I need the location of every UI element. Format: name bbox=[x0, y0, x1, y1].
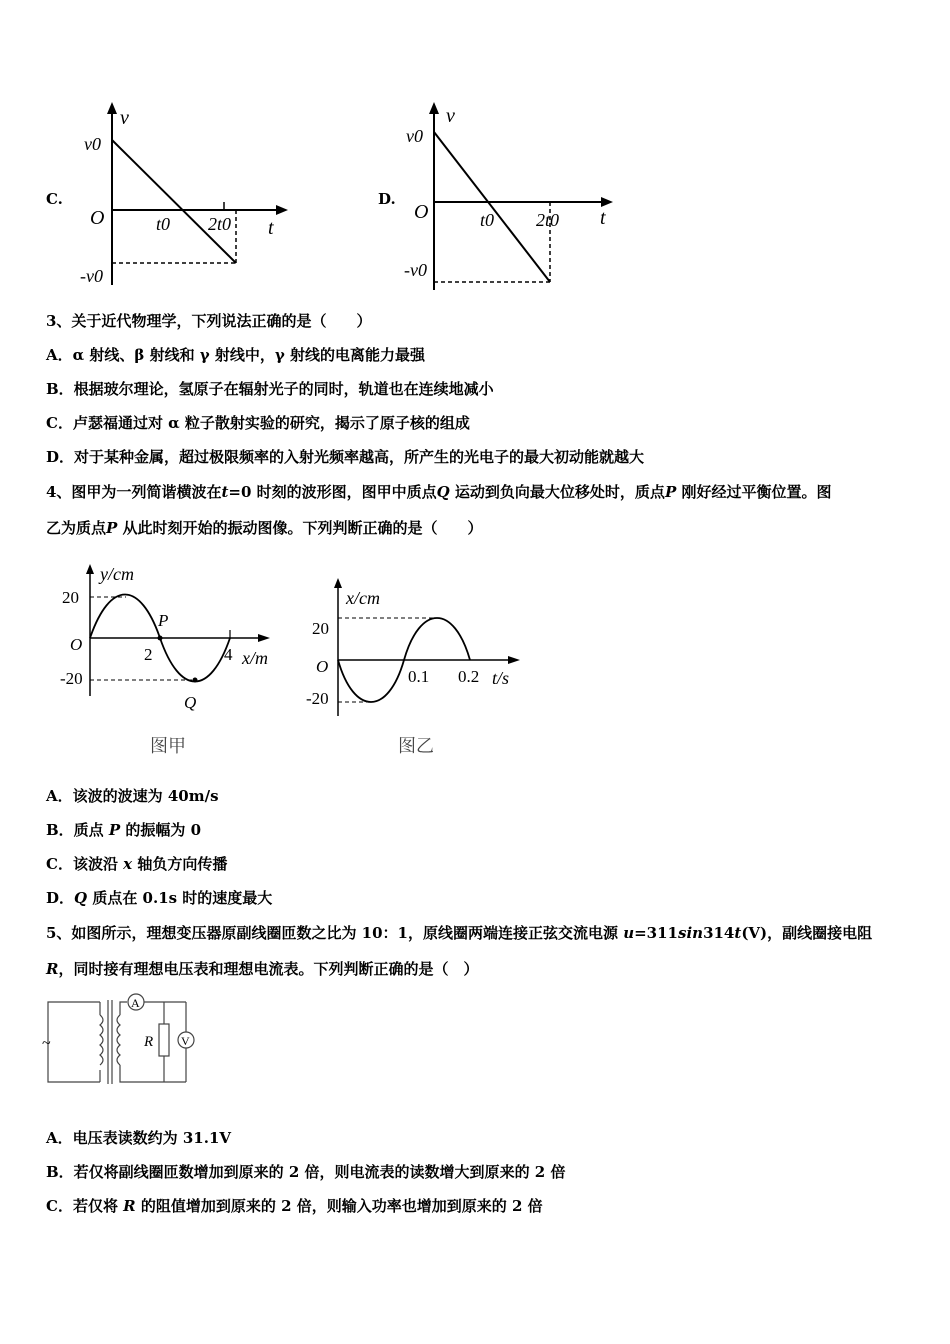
v-label: v bbox=[446, 105, 455, 127]
v0-label: v0 bbox=[84, 134, 101, 154]
q4-option-d: D．Q 质点在 0.1s 时的速度最大 bbox=[46, 889, 273, 907]
point-p bbox=[158, 636, 163, 641]
q4-figure-b bbox=[302, 576, 542, 762]
x-axis-label: x/m bbox=[242, 648, 268, 668]
velocity-line bbox=[112, 140, 236, 263]
tick-0-1: 0.1 bbox=[408, 667, 430, 686]
t-axis-arrow bbox=[276, 205, 288, 215]
origin-label: O bbox=[90, 207, 105, 229]
origin-label: O bbox=[414, 201, 429, 223]
tick-neg20: -20 bbox=[306, 689, 329, 708]
origin-label: O bbox=[70, 635, 83, 654]
q5-circuit bbox=[40, 990, 220, 1090]
t-label: t bbox=[600, 207, 606, 229]
secondary-coil bbox=[117, 1015, 120, 1065]
q4-stem-line2: 乙为质点P 从此时刻开始的振动图像。下列判断正确的是（ ） bbox=[46, 519, 483, 537]
graph-d bbox=[400, 100, 620, 295]
t-axis-arrow bbox=[601, 197, 613, 207]
q5-stem-line2: R，同时接有理想电压表和理想电流表。下列判断正确的是（ ） bbox=[46, 960, 479, 978]
tick-0-2: 0.2 bbox=[458, 667, 480, 686]
q3-option-d: D．对于某种金属，超过极限频率的入射光频率越高，所产生的光电子的最大初动能就越大 bbox=[46, 448, 645, 466]
q5-option-c: C．若仅将 R 的阻值增加到原来的 2 倍，则输入功率也增加到原来的 2 倍 bbox=[46, 1197, 543, 1215]
v0-label: v0 bbox=[406, 126, 423, 146]
v-axis-arrow bbox=[429, 102, 439, 114]
v-axis-arrow bbox=[107, 102, 117, 114]
tick-4: 4 bbox=[224, 645, 233, 664]
2t0-label: 2t0 bbox=[536, 210, 560, 230]
t-label: t bbox=[268, 217, 274, 239]
q3-option-b: B．根据玻尔理论，氢原子在辐射光子的同时，轨道也在连续地减小 bbox=[46, 380, 494, 398]
tick-20: 20 bbox=[312, 619, 329, 638]
y-axis-label: x/cm bbox=[346, 588, 380, 608]
y-axis-label: y/cm bbox=[100, 564, 134, 584]
q4-stem-line1: 4、图甲为一列简谐横波在t=0 时刻的波形图，图甲中质点Q 运动到负向最大位移处时，质点P 刚好经过平衡位置。图 bbox=[46, 483, 832, 501]
q5-option-b: B．若仅将副线圈匝数增加到原来的 2 倍，则电流表的读数增大到原来的 2 倍 bbox=[46, 1163, 566, 1181]
q4-option-a: A．该波的波速为 40m/s bbox=[46, 787, 219, 805]
q5-option-a: A．电压表读数约为 31.1V bbox=[46, 1129, 232, 1147]
voltmeter-label: V bbox=[181, 1034, 190, 1048]
q3-option-a: A．α 射线、β 射线和 γ 射线中，γ 射线的电离能力最强 bbox=[46, 346, 426, 364]
ac-source-symbol: ~ bbox=[42, 1035, 51, 1052]
option-c-label: C. bbox=[46, 190, 63, 208]
q5-stem-line1: 5、如图所示，理想变压器原副线圈匝数之比为 10：1，原线圈两端连接正弦交流电源 u=311sin314t(V)，副线圈接电阻 bbox=[46, 924, 873, 942]
q4-option-b: B．质点 P 的振幅为 0 bbox=[46, 821, 202, 839]
2t0-label: 2t0 bbox=[208, 214, 232, 234]
primary-coil bbox=[100, 1015, 103, 1065]
neg-v0-label: -v0 bbox=[404, 260, 427, 280]
ammeter-label: A bbox=[131, 996, 140, 1010]
tick-2: 2 bbox=[144, 645, 153, 664]
p-label: P bbox=[158, 611, 169, 630]
tick-20: 20 bbox=[62, 588, 79, 607]
q4-option-c: C．该波沿 x 轴负方向传播 bbox=[46, 855, 228, 873]
caption-a: 图甲 bbox=[150, 736, 186, 756]
q4-figure-a bbox=[52, 560, 292, 760]
resistor-label: R bbox=[144, 1034, 154, 1050]
point-q bbox=[193, 678, 198, 683]
velocity-line bbox=[434, 132, 550, 282]
tick-neg20: -20 bbox=[60, 669, 83, 688]
q3-option-c: C．卢瑟福通过对 α 粒子散射实验的研究，揭示了原子核的组成 bbox=[46, 414, 470, 432]
q3-stem: 3、关于近代物理学，下列说法正确的是（ ） bbox=[46, 312, 372, 330]
caption-b: 图乙 bbox=[398, 736, 434, 756]
option-d-label: D. bbox=[378, 190, 396, 208]
t-axis-label: t/s bbox=[492, 668, 510, 688]
q-label: Q bbox=[184, 693, 197, 712]
origin-label: O bbox=[316, 657, 329, 676]
neg-v0-label: -v0 bbox=[80, 266, 103, 286]
graph-c bbox=[80, 100, 290, 290]
resistor bbox=[159, 1024, 169, 1056]
v-label: v bbox=[120, 107, 129, 129]
t0-label: t0 bbox=[156, 214, 171, 234]
t0-label: t0 bbox=[480, 210, 495, 230]
